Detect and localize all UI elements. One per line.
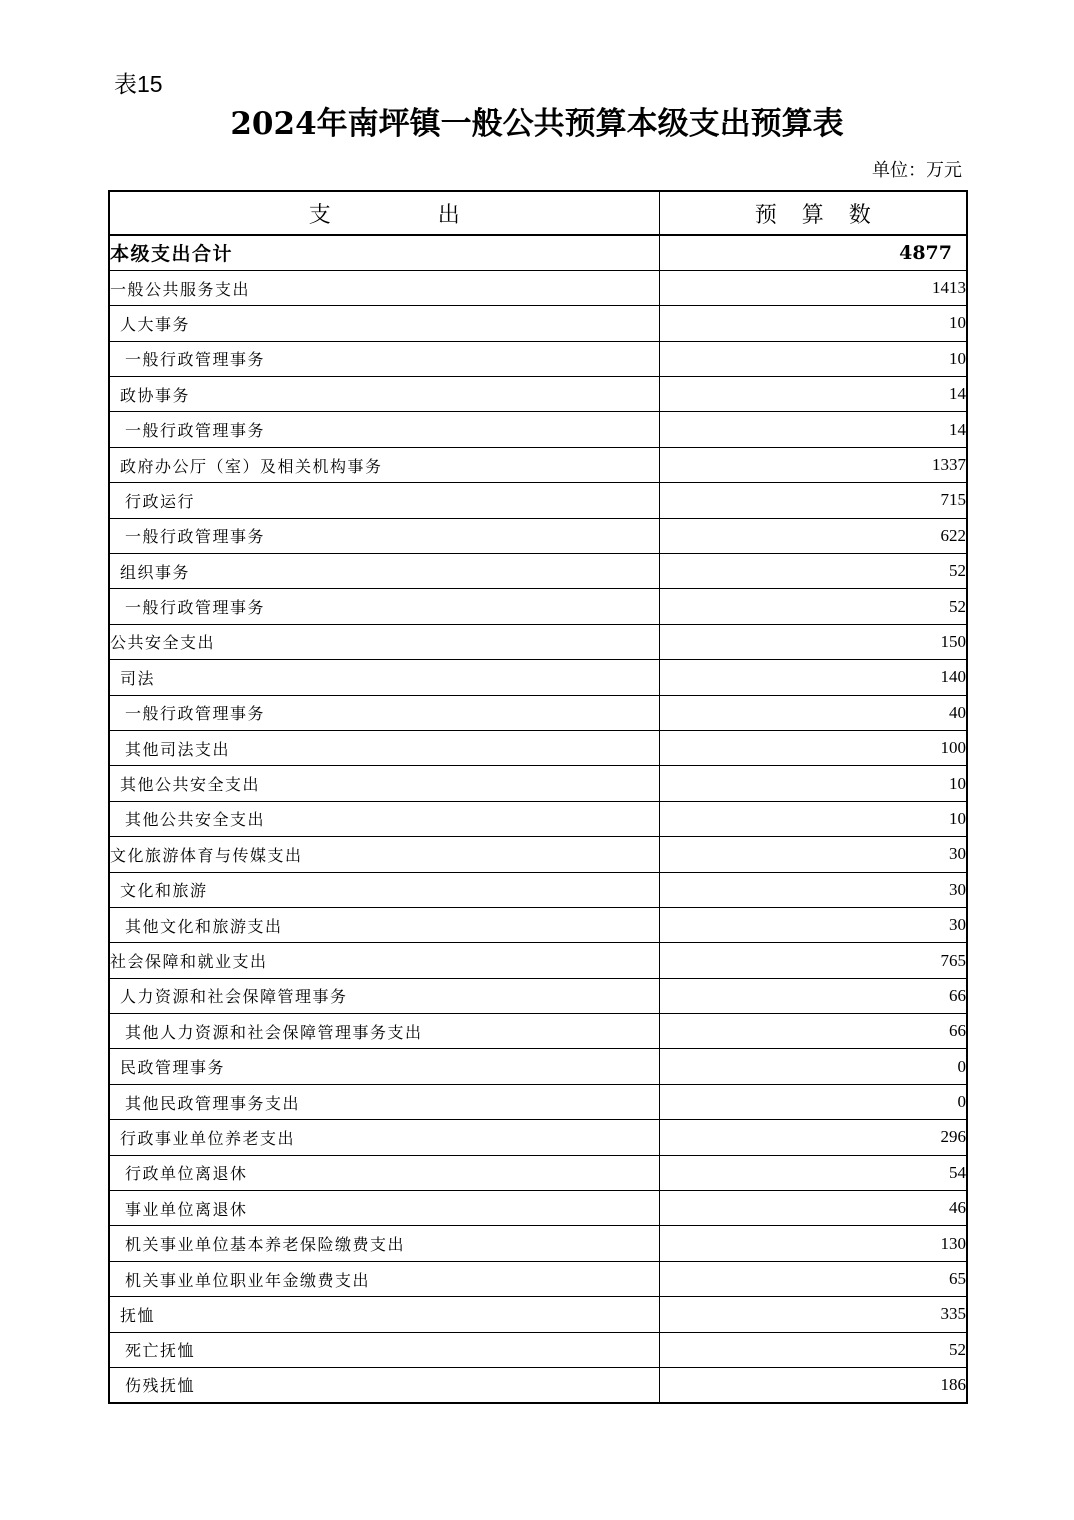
table-row: [109, 412, 967, 447]
table-row: [109, 554, 967, 589]
table-row: [109, 1155, 967, 1190]
row-item-name: 其他公共安全支出: [109, 801, 659, 836]
header-row: [109, 191, 967, 235]
total-label: 本级支出合计: [109, 235, 659, 270]
row-item-value: 54: [659, 1155, 967, 1190]
row-item-value: 46: [659, 1191, 967, 1226]
row-item-value: 52: [659, 1332, 967, 1367]
row-item-value: 10: [659, 766, 967, 801]
row-item-value: 14: [659, 412, 967, 447]
table-row: [109, 624, 967, 659]
total-row: [109, 235, 967, 270]
table-row: [109, 483, 967, 518]
row-item-name: 人力资源和社会保障管理事务: [109, 978, 659, 1013]
row-item-name: 死亡抚恤: [109, 1332, 659, 1367]
row-item-name: 政府办公厅（室）及相关机构事务: [109, 447, 659, 482]
table-row: [109, 447, 967, 482]
row-item-name: 其他人力资源和社会保障管理事务支出: [109, 1014, 659, 1049]
row-item-value: 66: [659, 1014, 967, 1049]
row-item-name: 一般公共服务支出: [109, 270, 659, 305]
row-item-value: 765: [659, 943, 967, 978]
budget-table: [108, 190, 968, 1404]
row-item-value: 622: [659, 518, 967, 553]
table-row: [109, 341, 967, 376]
row-item-value: 335: [659, 1297, 967, 1332]
row-item-name: 一般行政管理事务: [109, 589, 659, 624]
table-row: [109, 377, 967, 412]
row-item-value: 10: [659, 801, 967, 836]
row-item-value: 715: [659, 483, 967, 518]
row-item-name: 机关事业单位职业年金缴费支出: [109, 1261, 659, 1296]
row-item-name: 政协事务: [109, 377, 659, 412]
row-item-name: 司法: [109, 660, 659, 695]
table-row: [109, 270, 967, 305]
row-item-name: 其他公共安全支出: [109, 766, 659, 801]
row-item-value: 0: [659, 1084, 967, 1119]
row-item-name: 行政运行: [109, 483, 659, 518]
row-item-name: 机关事业单位基本养老保险缴费支出: [109, 1226, 659, 1261]
row-item-name: 抚恤: [109, 1297, 659, 1332]
row-item-name: 其他司法支出: [109, 730, 659, 765]
row-item-value: 52: [659, 589, 967, 624]
row-item-value: 40: [659, 695, 967, 730]
row-item-value: 296: [659, 1120, 967, 1155]
table-row: [109, 306, 967, 341]
row-item-name: 社会保障和就业支出: [109, 943, 659, 978]
row-item-value: 1413: [659, 270, 967, 305]
row-item-value: 14: [659, 377, 967, 412]
row-item-name: 事业单位离退休: [109, 1191, 659, 1226]
row-item-value: 66: [659, 978, 967, 1013]
table-row: [109, 801, 967, 836]
table-row: [109, 1332, 967, 1367]
row-item-value: 52: [659, 554, 967, 589]
row-item-value: 186: [659, 1368, 967, 1403]
table-row: [109, 943, 967, 978]
total-value: 4877: [659, 235, 967, 270]
table-row: [109, 978, 967, 1013]
table-row: [109, 837, 967, 872]
row-item-name: 一般行政管理事务: [109, 695, 659, 730]
table-row: [109, 589, 967, 624]
row-item-value: 10: [659, 341, 967, 376]
row-item-name: 其他民政管理事务支出: [109, 1084, 659, 1119]
row-item-value: 30: [659, 872, 967, 907]
row-item-name: 一般行政管理事务: [109, 341, 659, 376]
table-row: [109, 907, 967, 942]
row-item-value: 140: [659, 660, 967, 695]
table-row: [109, 730, 967, 765]
table-number: 表15: [114, 71, 163, 97]
table-row: [109, 766, 967, 801]
row-item-name: 其他文化和旅游支出: [109, 907, 659, 942]
row-item-value: 130: [659, 1226, 967, 1261]
col-header-expenditure: 支 出: [109, 191, 659, 235]
row-item-value: 0: [659, 1049, 967, 1084]
row-item-name: 伤残抚恤: [109, 1368, 659, 1403]
row-item-value: 65: [659, 1261, 967, 1296]
col-header-budget: 预 算 数: [659, 191, 967, 235]
table-row: [109, 1368, 967, 1403]
table-row: [109, 1014, 967, 1049]
row-item-name: 组织事务: [109, 554, 659, 589]
table-row: [109, 1226, 967, 1261]
table-row: [109, 1084, 967, 1119]
row-item-name: 人大事务: [109, 306, 659, 341]
row-item-value: 100: [659, 730, 967, 765]
table-row: [109, 1191, 967, 1226]
table-row: [109, 518, 967, 553]
row-item-value: 150: [659, 624, 967, 659]
row-item-name: 行政事业单位养老支出: [109, 1120, 659, 1155]
row-item-name: 公共安全支出: [109, 624, 659, 659]
unit-label: 单位：万元: [872, 160, 962, 181]
row-item-value: 30: [659, 837, 967, 872]
row-item-name: 行政单位离退休: [109, 1155, 659, 1190]
row-item-name: 一般行政管理事务: [109, 412, 659, 447]
table-row: [109, 1261, 967, 1296]
table-row: [109, 1049, 967, 1084]
row-item-name: 一般行政管理事务: [109, 518, 659, 553]
row-item-value: 10: [659, 306, 967, 341]
row-item-name: 文化和旅游: [109, 872, 659, 907]
page-title: 2024年南坪镇一般公共预算本级支出预算表: [230, 106, 844, 142]
table-row: [109, 1120, 967, 1155]
row-item-name: 文化旅游体育与传媒支出: [109, 837, 659, 872]
table-row: [109, 660, 967, 695]
table-row: [109, 695, 967, 730]
table-row: [109, 872, 967, 907]
row-item-name: 民政管理事务: [109, 1049, 659, 1084]
row-item-value: 30: [659, 907, 967, 942]
table-row: [109, 1297, 967, 1332]
row-item-value: 1337: [659, 447, 967, 482]
